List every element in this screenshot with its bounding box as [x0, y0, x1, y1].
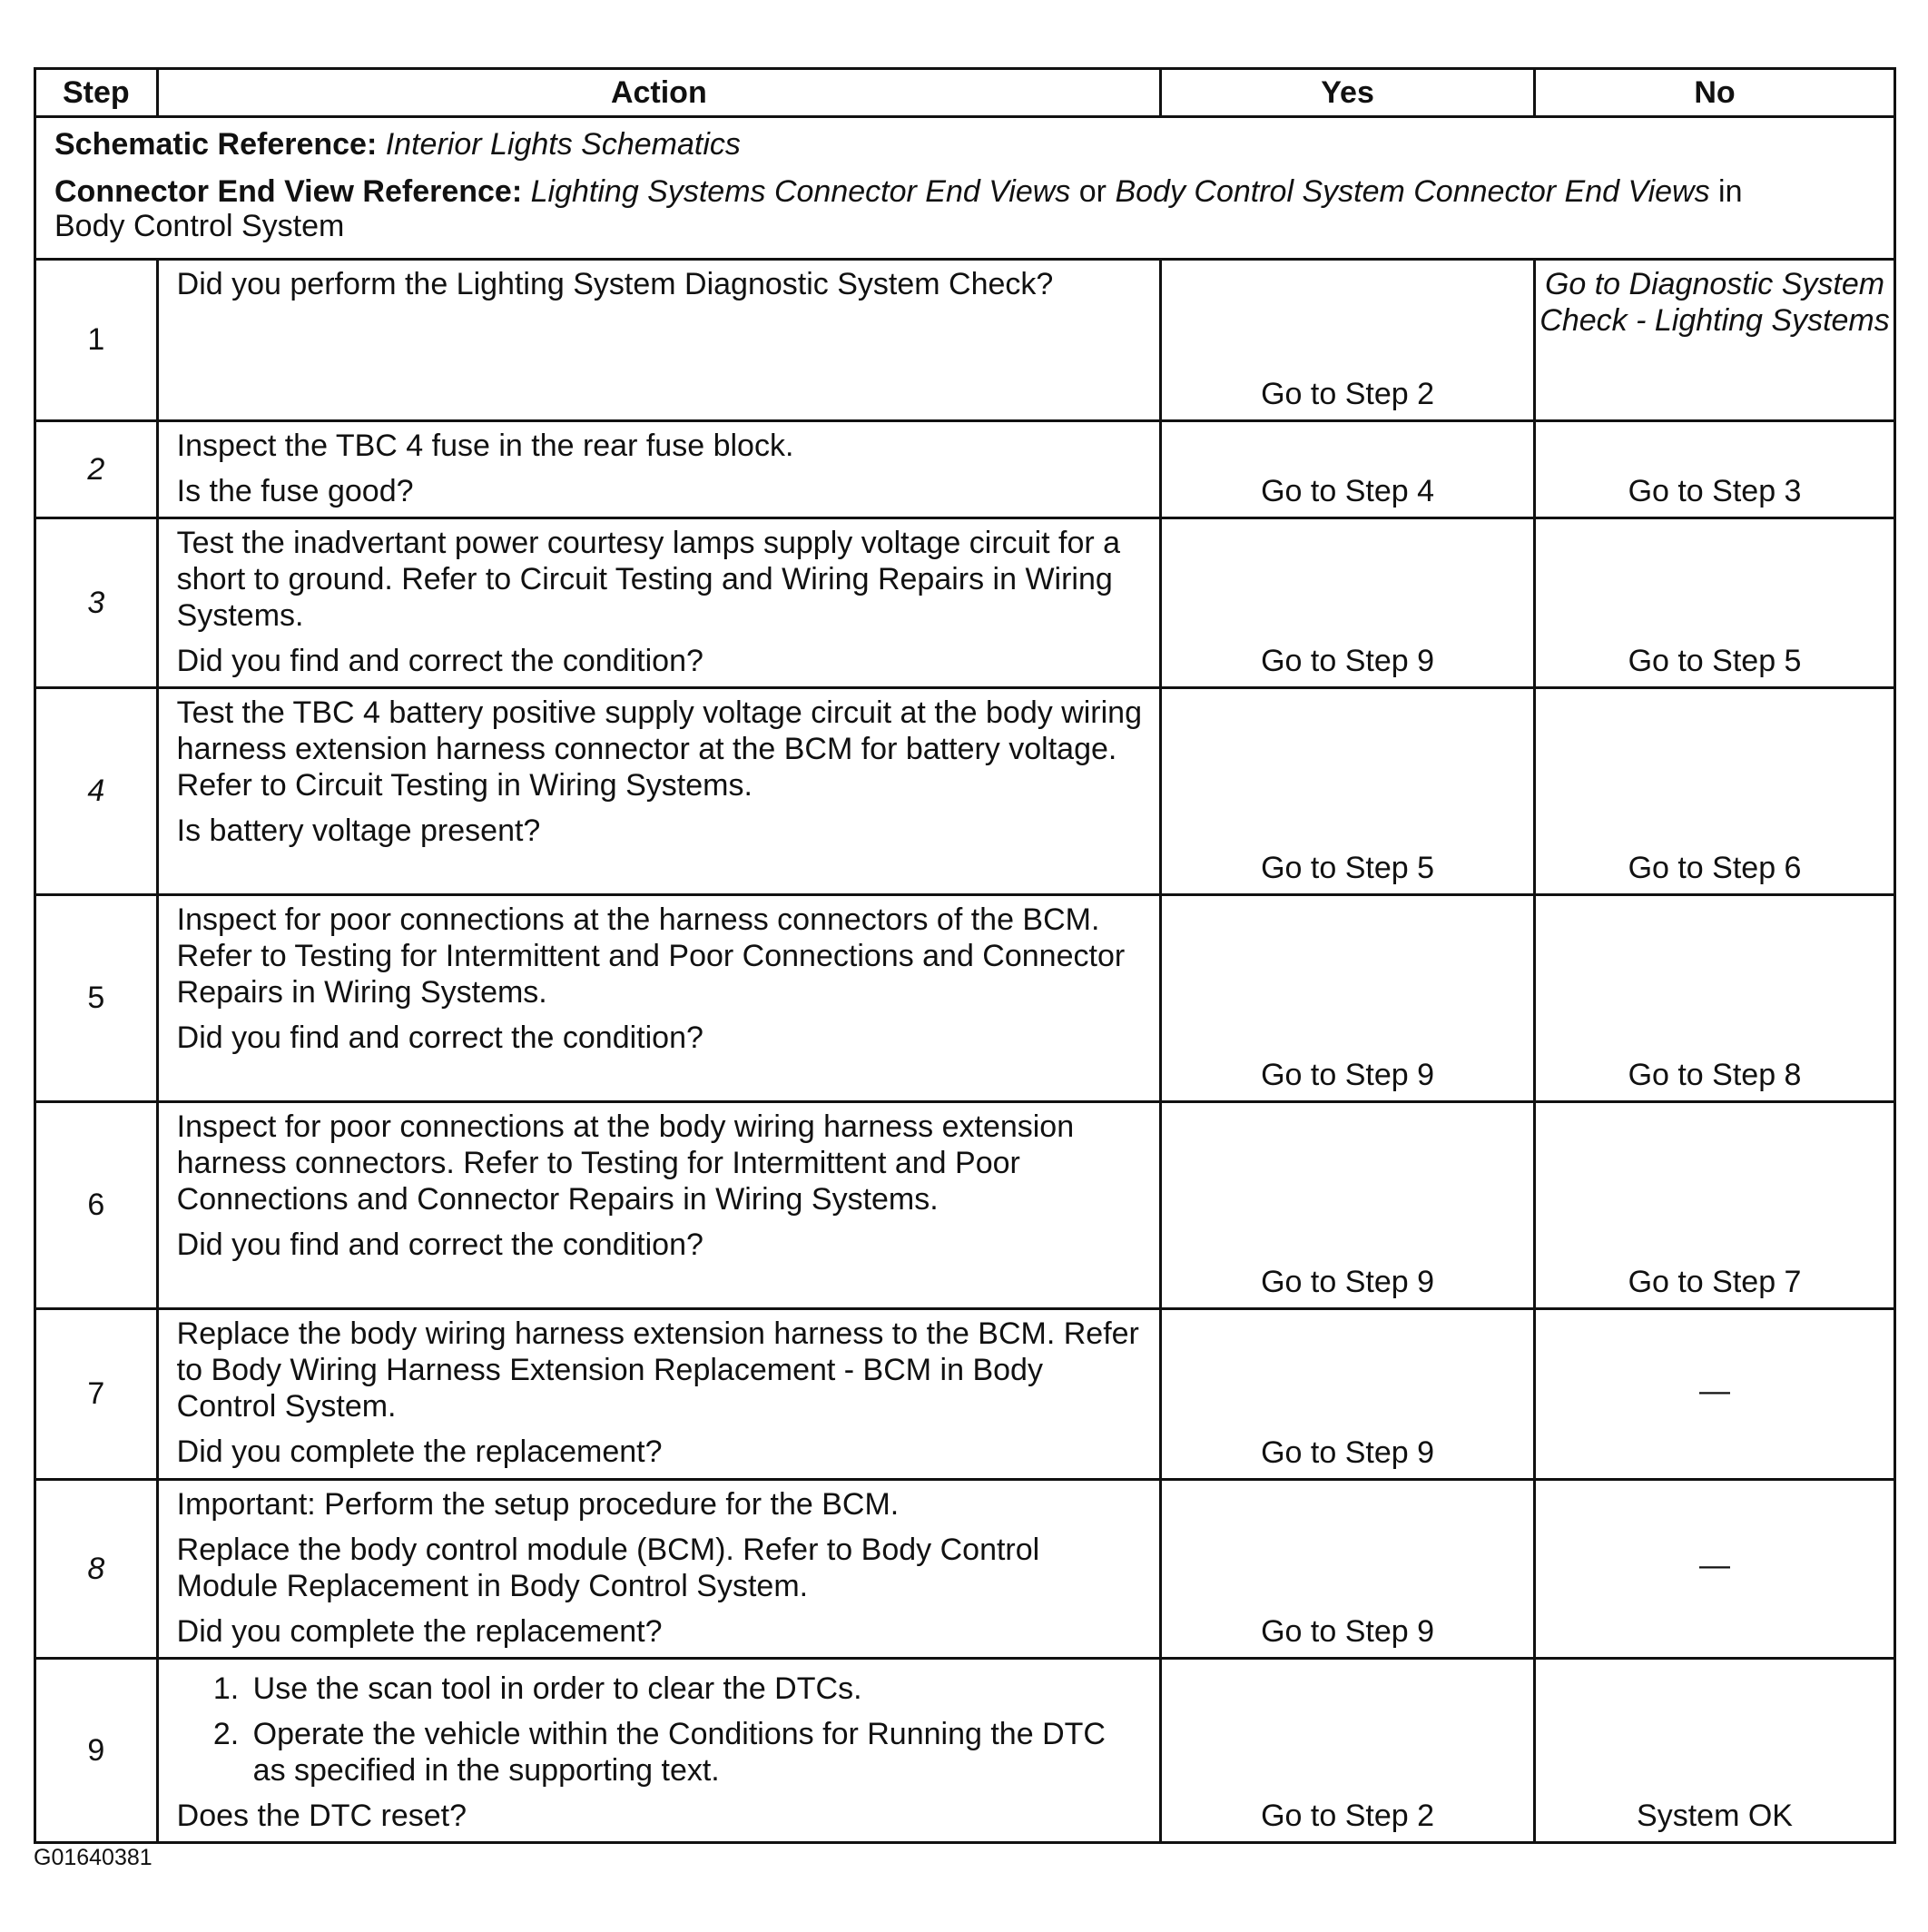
action-cell	[157, 421, 1160, 518]
table-row	[35, 895, 1895, 1102]
action-cell	[157, 895, 1160, 1102]
yes-result[interactable]: Go to Step 9	[1161, 1102, 1535, 1309]
table-row	[35, 1102, 1895, 1309]
connector-reference	[54, 174, 1743, 243]
schematic-reference-label: Schematic Reference:	[54, 127, 378, 162]
header-yes: Yes	[1161, 69, 1535, 117]
action-text: Test the TBC 4 battery positive supply voltage circuit at the body wiring harness extension harness connector at the BCM for battery voltage. Refer to Circuit Testing in Wiring Systems.	[176, 695, 1143, 803]
yes-result[interactable]: Go to Step 9	[1161, 895, 1535, 1102]
header-action: Action	[157, 69, 1160, 117]
action-cell	[157, 1102, 1160, 1309]
action-cell	[157, 1659, 1160, 1843]
step-number: 9	[35, 1659, 158, 1843]
step-number: 7	[35, 1309, 158, 1480]
no-result[interactable]: Go to Step 6	[1535, 688, 1895, 895]
no-result[interactable]: Go to Step 3	[1535, 421, 1895, 518]
no-result-link[interactable]: Go to Diagnostic System Check - Lighting Systems	[1539, 267, 1890, 338]
action-question: Is the fuse good?	[176, 474, 414, 508]
yes-result[interactable]: Go to Step 9	[1161, 1480, 1535, 1659]
action-text: Did you perform the Lighting System Diagnostic System Check?	[176, 267, 1054, 301]
step-number: 2	[35, 421, 158, 518]
no-result[interactable]: Go to Step 7	[1535, 1102, 1895, 1309]
header-step: Step	[35, 69, 158, 117]
action-list	[177, 1671, 1145, 1789]
action-question: Did you find and correct the condition?	[176, 644, 703, 678]
action-cell	[157, 518, 1160, 688]
yes-result[interactable]: Go to Step 5	[1161, 688, 1535, 895]
no-result[interactable]	[1535, 260, 1895, 421]
schematic-reference	[54, 127, 1875, 162]
figure-id: G01640381	[34, 1845, 152, 1870]
yes-result[interactable]: Go to Step 2	[1161, 1659, 1535, 1843]
action-text: Replace the body wiring harness extension harness to the BCM. Refer to Body Wiring Harness Extension Replacement - BCM in Body Control System.	[176, 1316, 1139, 1424]
action-text: Inspect for poor connections at the body wiring harness extension harness connectors. Refer to Testing for Intermittent and Poor Connections and Connector Repairs in Wiring Systems.	[176, 1109, 1075, 1217]
action-question: Is battery voltage present?	[176, 813, 541, 848]
action-cell	[157, 688, 1160, 895]
no-result: —	[1535, 1309, 1895, 1480]
action-list-item: 2. Operate the vehicle within the Conditions for Running the DTC as specified in the supporting text.	[248, 1716, 1145, 1789]
action-question: Did you find and correct the condition?	[176, 1020, 703, 1055]
connector-reference-label: Connector End View Reference:	[54, 174, 523, 209]
table-row	[35, 421, 1895, 518]
header-no: No	[1535, 69, 1895, 117]
no-result: —	[1535, 1480, 1895, 1659]
action-cell	[157, 1480, 1160, 1659]
header-row	[35, 69, 1895, 117]
step-number: 1	[35, 260, 158, 421]
step-number: 3	[35, 518, 158, 688]
action-list-item: 1. Use the scan tool in order to clear the DTCs.	[248, 1671, 1145, 1707]
connector-reference-or: or	[1078, 174, 1107, 209]
action-text: Replace the body control module (BCM). Refer to Body Control Module Replacement in Body Control System.	[176, 1533, 1040, 1603]
action-question: Did you complete the replacement?	[176, 1434, 663, 1469]
table-row	[35, 1480, 1895, 1659]
action-text: Inspect for poor connections at the harness connectors of the BCM. Refer to Testing for Intermittent and Poor Connections and Connector Repairs in Wiring Systems.	[176, 902, 1126, 1010]
table-row	[35, 518, 1895, 688]
action-question: Does the DTC reset?	[176, 1799, 467, 1833]
table-row	[35, 688, 1895, 895]
reference-row	[35, 117, 1895, 260]
reference-cell	[35, 117, 1895, 260]
yes-result[interactable]: Go to Step 2	[1161, 260, 1535, 421]
action-question: Did you find and correct the condition?	[176, 1227, 703, 1262]
diagnostic-table-sheet	[34, 67, 1896, 1844]
step-number: 5	[35, 895, 158, 1102]
step-number: 4	[35, 688, 158, 895]
action-important: Important: Perform the setup procedure for the BCM.	[176, 1487, 900, 1522]
action-cell	[157, 260, 1160, 421]
table-row	[35, 260, 1895, 421]
diagnostic-table	[34, 67, 1896, 1844]
table-row	[35, 1309, 1895, 1480]
action-question: Did you complete the replacement?	[176, 1614, 663, 1649]
no-result: System OK	[1535, 1659, 1895, 1843]
table-row	[35, 1659, 1895, 1843]
connector-reference-link-1[interactable]: Lighting Systems Connector End Views	[530, 174, 1071, 209]
action-text: Inspect the TBC 4 fuse in the rear fuse block.	[176, 429, 794, 463]
step-number: 8	[35, 1480, 158, 1659]
no-result[interactable]: Go to Step 5	[1535, 518, 1895, 688]
no-result[interactable]: Go to Step 8	[1535, 895, 1895, 1102]
schematic-reference-link[interactable]: Interior Lights Schematics	[385, 127, 741, 162]
connector-reference-link-2[interactable]: Body Control System Connector End Views	[1115, 174, 1710, 209]
yes-result[interactable]: Go to Step 9	[1161, 1309, 1535, 1480]
yes-result[interactable]: Go to Step 4	[1161, 421, 1535, 518]
step-number: 6	[35, 1102, 158, 1309]
action-text: Test the inadvertant power courtesy lamps supply voltage circuit for a short to ground. Refer to Circuit Testing and Wiring Repairs in Wiring Systems.	[176, 526, 1121, 633]
action-cell	[157, 1309, 1160, 1480]
yes-result[interactable]: Go to Step 9	[1161, 518, 1535, 688]
connector-reference-suffix: in Body Control System	[54, 174, 1743, 243]
